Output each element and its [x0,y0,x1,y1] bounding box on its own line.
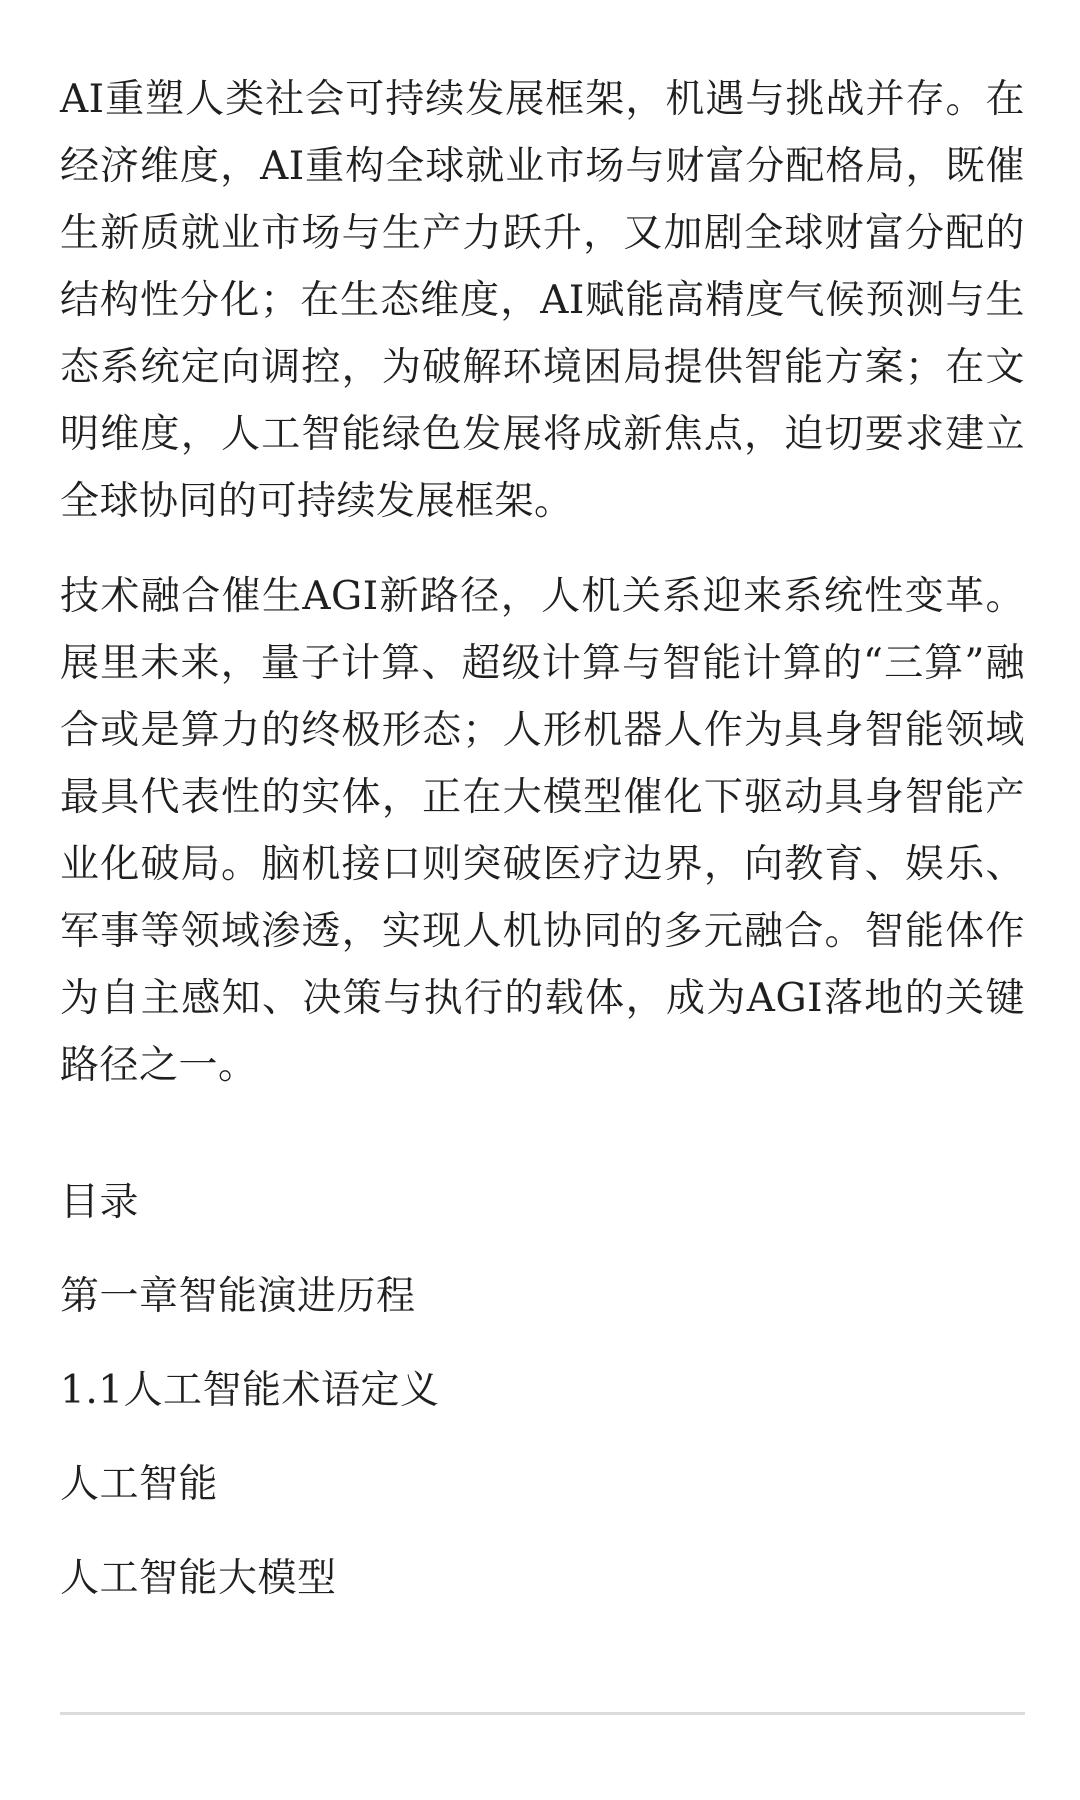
toc-item-chapter-1[interactable]: 第一章智能演进历程 [60,1274,416,1319]
bottom-divider [60,1712,1025,1715]
toc-item-ai[interactable]: 人工智能 [60,1462,219,1507]
paragraph-sustainability: AI重塑人类社会可持续发展框架，机遇与挑战并存。在经济维度，AI重构全球就业市场与财富分配格局，既催生新质就业市场与生产力跃升，又加剧全球财富分配的结构性分化；在生态维度，AI赋能高精度气候预测与生态系统定向调控，为破解环境困局提供智能方案；在文明维度，人工智能绿色发展将成新焦点，迫切要求建立全球协同的可持续发展框架。 [60,77,1025,524]
toc-heading: 目录 [60,1180,140,1225]
toc-item-section-1-1[interactable]: 1.1人工智能术语定义 [60,1368,440,1413]
table-of-contents [60,1179,1025,1603]
paragraph-agi-path: 技术融合催生AGI新路径，人机关系迎来系统性变革。展里未来，量子计算、超级计算与智能计算的“三算”融合或是算力的终极形态；人形机器人作为具身智能领域最具代表性的实体，正在大模型催化下驱动具身智能产业化破局。脑机接口则突破医疗边界，向教育、娱乐、军事等领域渗透，实现人机协同的多元融合。智能体作为自主感知、决策与执行的载体，成为AGI落地的关键路径之一。 [60,574,1025,1088]
toc-item-ai-large-model[interactable]: 人工智能大模型 [60,1556,337,1601]
article-content [60,66,1025,1649]
